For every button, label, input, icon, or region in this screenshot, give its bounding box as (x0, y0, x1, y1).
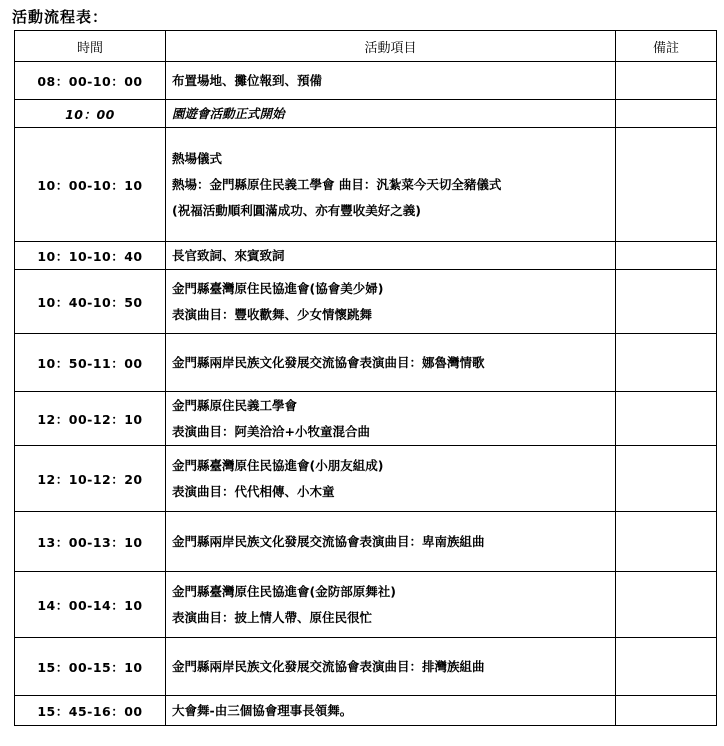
time-cell: 15：00-15：10 (15, 638, 166, 696)
activity-cell (166, 446, 616, 512)
time-cell: 14：00-14：10 (15, 572, 166, 638)
note-cell (616, 242, 717, 270)
table-row (15, 334, 717, 392)
note-cell (616, 100, 717, 128)
note-cell (616, 572, 717, 638)
activity-line: 園遊會活動正式開始 (172, 105, 285, 121)
schedule-table (14, 30, 717, 726)
activity-line: 熱場：金門縣原住民義工學會 曲目：汎紮菜今天切全豬儀式 (172, 176, 502, 192)
table-row (15, 512, 717, 572)
activity-cell (166, 128, 616, 242)
table-row (15, 128, 717, 242)
time-cell: 15：45-16：00 (15, 696, 166, 726)
note-cell (616, 270, 717, 334)
time-cell: 12：00-12：10 (15, 392, 166, 446)
note-cell (616, 392, 717, 446)
activity-cell (166, 512, 616, 572)
header-note: 備註 (616, 31, 717, 62)
activity-line: 金門縣臺灣原住民協進會(小朋友組成) (172, 457, 384, 473)
header-row (15, 31, 717, 62)
activity-line: 金門縣原住民義工學會 (172, 397, 298, 413)
time-cell: 10：40-10：50 (15, 270, 166, 334)
table-row (15, 638, 717, 696)
note-cell (616, 128, 717, 242)
table-row (15, 62, 717, 100)
note-cell (616, 446, 717, 512)
header-time: 時間 (15, 31, 166, 62)
activity-cell (166, 638, 616, 696)
activity-cell (166, 270, 616, 334)
note-cell (616, 62, 717, 100)
table-row (15, 100, 717, 128)
activity-cell (166, 572, 616, 638)
activity-cell (166, 62, 616, 100)
note-cell (616, 638, 717, 696)
time-cell: 13：00-13：10 (15, 512, 166, 572)
time-cell: 10：00 (15, 100, 166, 128)
activity-line: 布置場地、攤位報到、預備 (172, 72, 323, 88)
table-row (15, 270, 717, 334)
table-row (15, 242, 717, 270)
table-row (15, 446, 717, 512)
activity-line: 熱場儀式 (172, 150, 223, 166)
activity-line: (祝福活動順利圓滿成功、亦有豐收美好之義) (172, 202, 421, 218)
activity-line: 金門縣兩岸民族文化發展交流協會表演曲目：娜魯灣情歌 (172, 354, 485, 370)
activity-line: 金門縣兩岸民族文化發展交流協會表演曲目：排灣族組曲 (172, 658, 485, 674)
table-row (15, 696, 717, 726)
activity-cell (166, 392, 616, 446)
activity-cell (166, 242, 616, 270)
activity-line: 表演曲目：代代相傳、小木童 (172, 483, 335, 499)
activity-line: 表演曲目：披上情人帶、原住民很忙 (172, 609, 373, 625)
time-cell: 10：50-11：00 (15, 334, 166, 392)
time-cell: 10：10-10：40 (15, 242, 166, 270)
table-row (15, 392, 717, 446)
activity-line: 金門縣兩岸民族文化發展交流協會表演曲目：卑南族組曲 (172, 533, 485, 549)
page-title: 活動流程表： (12, 8, 109, 26)
activity-line: 金門縣臺灣原住民協進會(金防部原舞社) (172, 583, 396, 599)
time-cell: 08：00-10：00 (15, 62, 166, 100)
activity-line: 表演曲目：豐收歡舞、少女情懷跳舞 (172, 306, 373, 322)
activity-cell (166, 334, 616, 392)
note-cell (616, 512, 717, 572)
activity-cell (166, 100, 616, 128)
activity-line: 表演曲目：阿美洽洽+小牧童混合曲 (172, 423, 370, 439)
time-cell: 10：00-10：10 (15, 128, 166, 242)
activity-cell (166, 696, 616, 726)
activity-line: 長官致詞、來賓致詞 (172, 247, 285, 263)
activity-line: 大會舞-由三個協會理事長領舞。 (172, 702, 353, 718)
header-activity: 活動項目 (166, 31, 616, 62)
time-cell: 12：10-12：20 (15, 446, 166, 512)
table-row (15, 572, 717, 638)
activity-line: 金門縣臺灣原住民協進會(協會美少婦) (172, 280, 384, 296)
note-cell (616, 334, 717, 392)
note-cell (616, 696, 717, 726)
